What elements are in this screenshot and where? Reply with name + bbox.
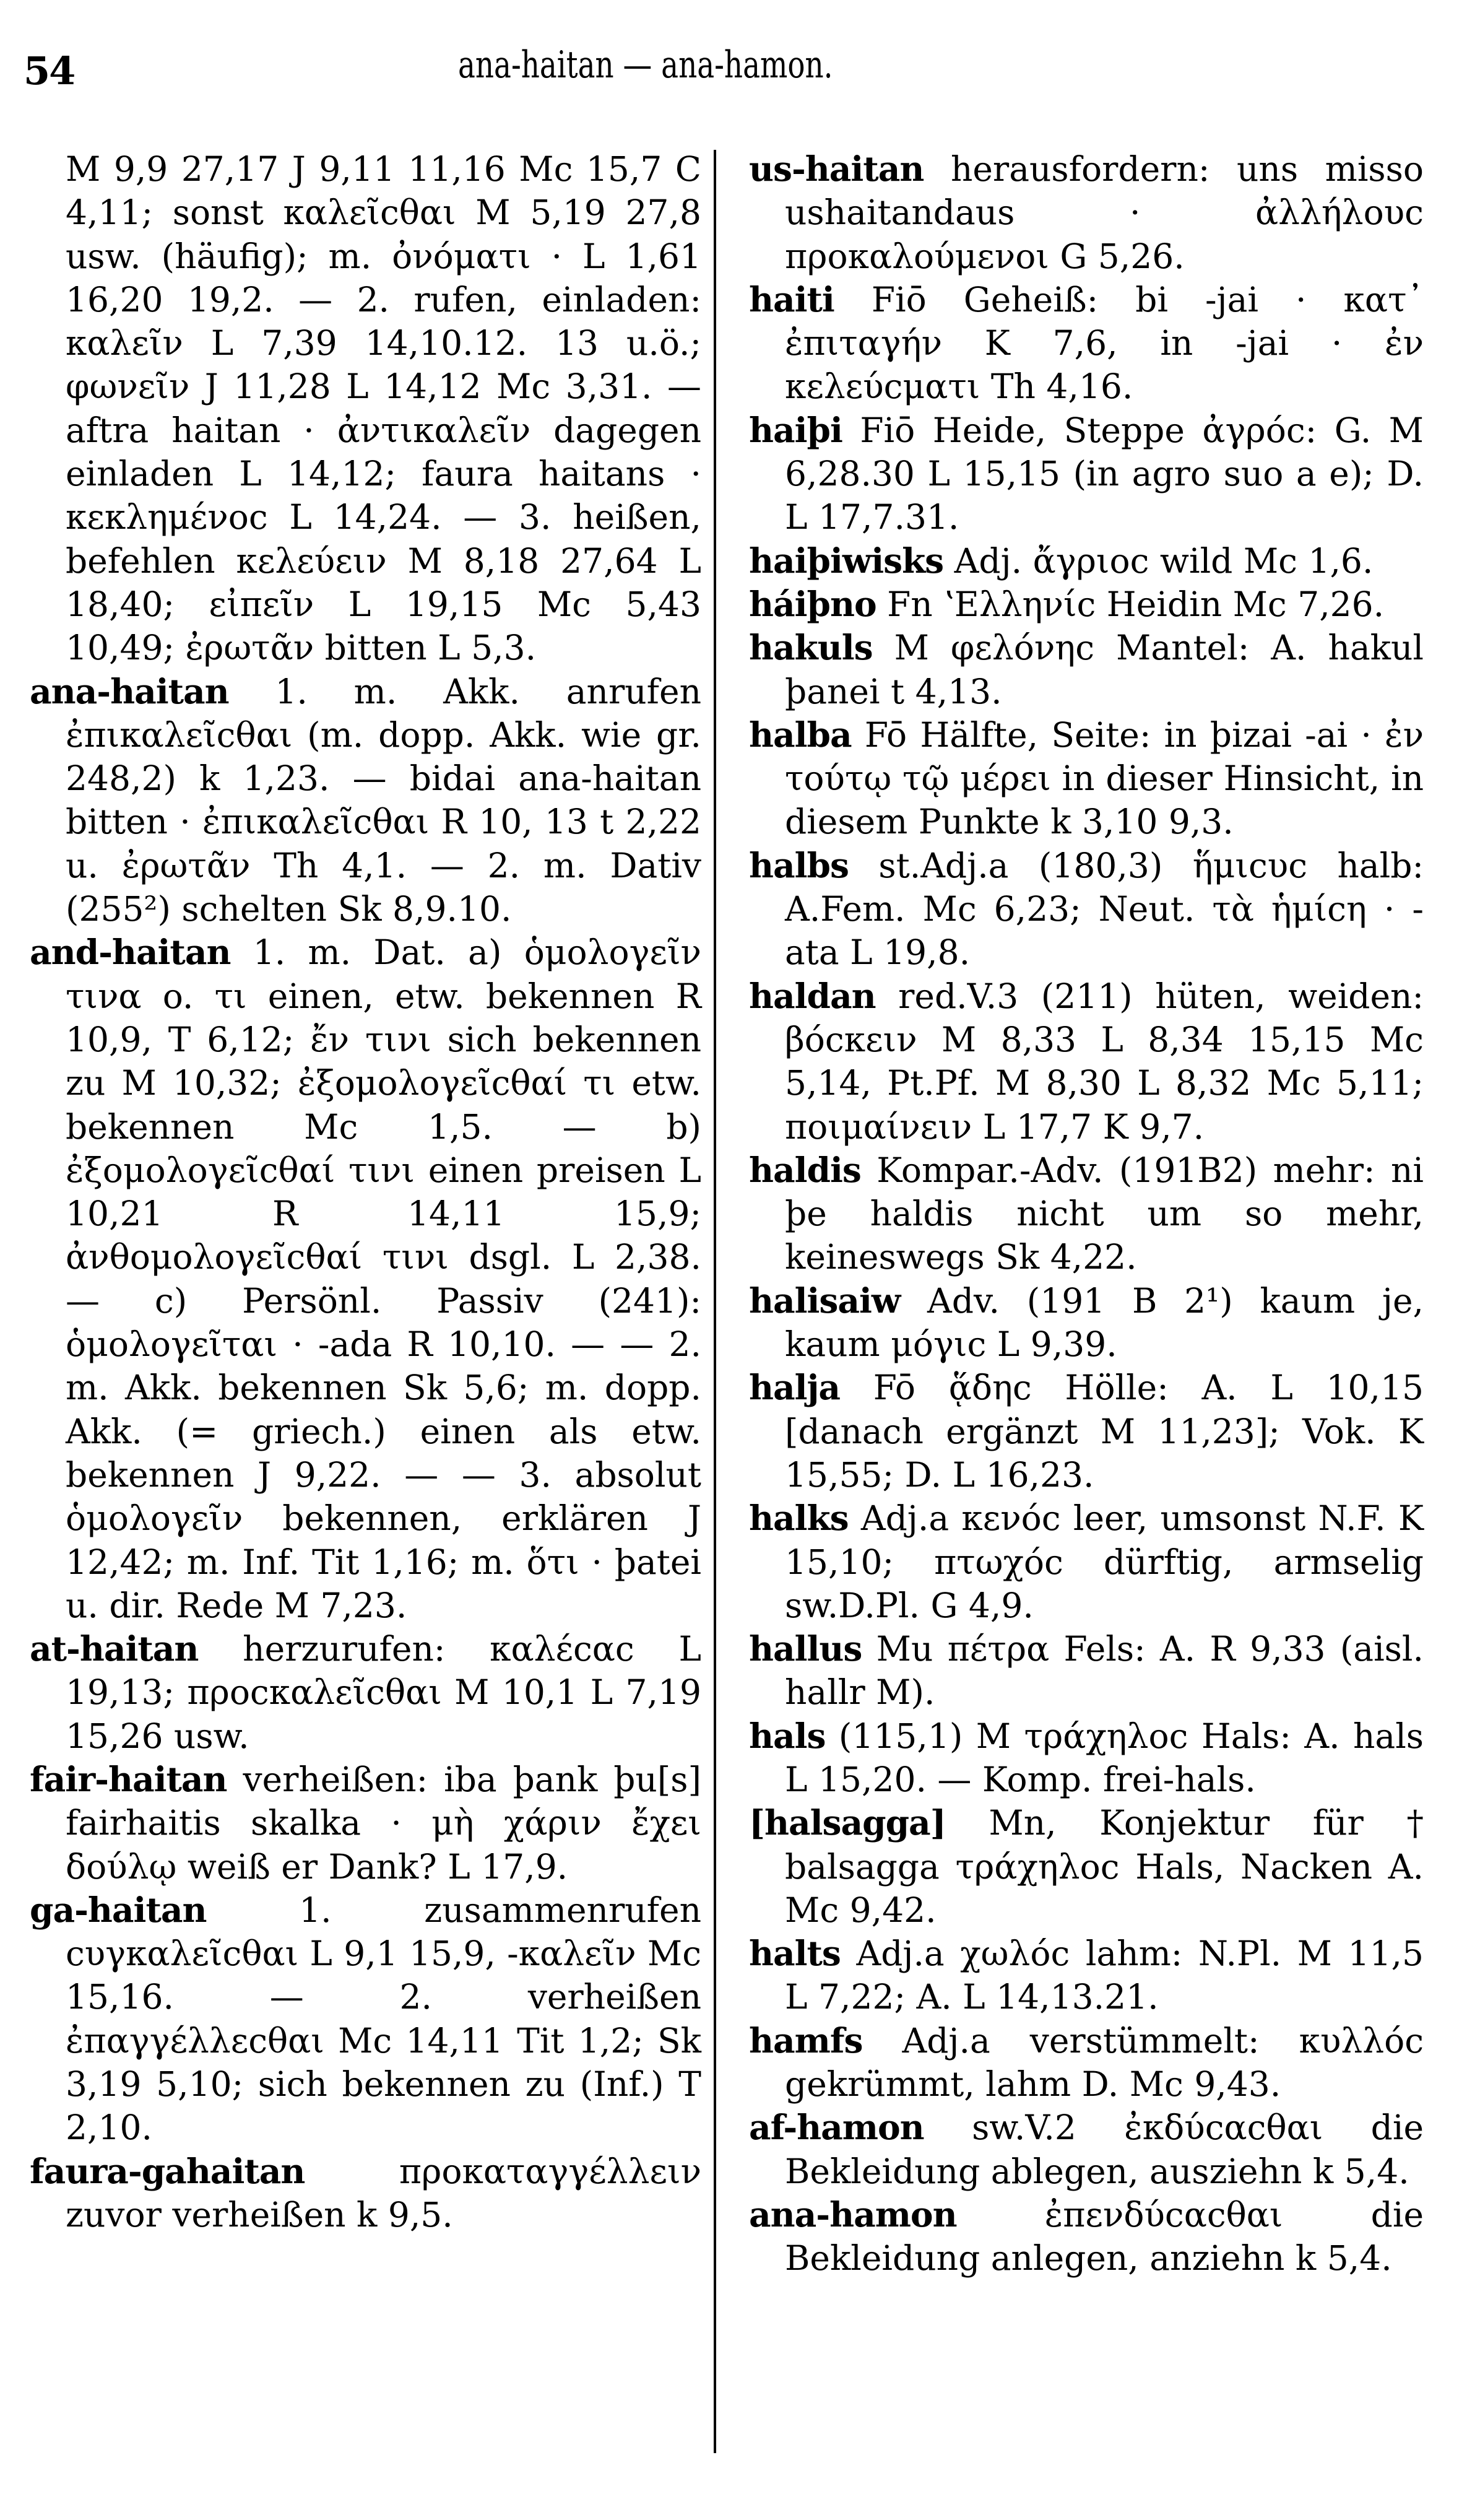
- entry-headword: fair-haitan: [30, 1758, 227, 1799]
- dictionary-entry-continuation: [30, 147, 701, 670]
- entry-headword: haldan: [749, 975, 876, 1016]
- entry-text: 1. m. Akk. anrufen ἐπικαλεῖcθαι (m. dopp. Akk. wie gr. 248,2) k 1,23. — bidai ana-haitan bitten · ἐπικαλεῖcθαι R 10, 13 t 2,22 u. ἐρωτᾶν Th 4,1. — 2. m. Dativ (255²) schelten Sk 8,9.10.: [66, 671, 701, 929]
- entry-text: st.Adj.a (180,3) ἥμιcυc halb: A.Fem. Mc 6,23; Neut. τὰ ἡμίcη · -ata L 19,8.: [785, 845, 1424, 973]
- dictionary-entry: [749, 1497, 1424, 1627]
- dictionary-entry: [30, 2150, 701, 2237]
- dictionary-entry: [749, 147, 1424, 278]
- entry-text: Fn ʽΕλληνίc Heidin Mc 7,26.: [887, 584, 1385, 624]
- entry-text: red.V.3 (211) hüten, weiden: βόcκειν M 8,33 L 8,34 15,15 Mc 5,14, Pt.Pf. M 8,30 L 8,32 Mc 5,11; ποιμαίνειν L 17,7 K 9,7.: [785, 976, 1424, 1147]
- entry-headword: and-haitan: [30, 932, 231, 973]
- entry-headword: halja: [749, 1367, 841, 1408]
- entry-text: (115,1) M τράχηλοc Hals: A. hals L 15,20. — Komp. frei-hals.: [785, 1716, 1424, 1799]
- dictionary-entry: [749, 1627, 1424, 1714]
- entry-headword: at-haitan: [30, 1628, 199, 1669]
- left-column: [30, 147, 701, 2236]
- entry-text: Kompar.-Adv. (191B2) mehr: ni þe haldis nicht um so mehr, keineswegs Sk 4,22.: [785, 1150, 1424, 1277]
- entry-headword: halbs: [749, 845, 849, 885]
- entry-text: Fiō Geheiß: bi -jai · κατ᾽ ἐπιταγήν K 7,6, in -jai · ἐν κελεύcματι Th 4,16.: [785, 279, 1424, 407]
- entry-headword: [halsagga]: [749, 1802, 946, 1843]
- entry-text: Adj.a κενόc leer, umsonst N.F. K 15,10; πτωχόc dürftig, armselig sw.D.Pl. G 4,9.: [785, 1498, 1424, 1625]
- dictionary-entry: [749, 1714, 1424, 1802]
- entry-text: Adj. ἄγριοc wild Mc 1,6.: [954, 541, 1374, 581]
- entry-text: Adj.a χωλόc lahm: N.Pl. M 11,5 L 7,22; A. L 14,13.21.: [785, 1934, 1424, 2017]
- entry-headword: háiþno: [749, 583, 876, 624]
- entry-text: 1. m. Dat. a) ὁμολογεῖν τινα o. τι einen, etw. bekennen R 10,9, T 6,12; ἔν τινι sich bekennen zu M 10,32; ἐξομολογεῖcθαί τι etw. bekennen Mc 1,5. — b) ἐξομολογεῖcθαί τινι einen preisen L 10,21 R 14,11 15,9; ἀνθομολογεῖcθαί τινι dsgl. L 2,38. — c) Persönl. Passiv (241): ὁμολογεῖται · -ada R 10,10. — — 2. m. Akk. bekennen Sk 5,6; m. dopp. Akk. (= griech.) einen als etw. bekennen J 9,22. — — 3. absolut ὁμολογεῖν bekennen, erklären J 12,42; m. Inf. Tit 1,16; m. ὅτι · þatei u. dir. Rede M 7,23.: [66, 932, 701, 1625]
- dictionary-entry: [749, 1801, 1424, 1932]
- dictionary-entry: [30, 1888, 701, 2150]
- entry-text: herausfordern: uns misso ushaitandaus · ἀλλήλουc προκαλούμενοι G 5,26.: [785, 149, 1424, 276]
- dictionary-entry: [749, 2193, 1424, 2280]
- dictionary-entry: [749, 844, 1424, 975]
- entry-text: Mu πέτρα Fels: A. R 9,33 (aisl. hallr M).: [785, 1629, 1424, 1713]
- dictionary-entry: [749, 2106, 1424, 2193]
- entry-text: sw.V.2 ἐκδύcαcθαι die Bekleidung ablegen, ausziehn k 5,4.: [785, 2108, 1424, 2191]
- dictionary-entry: [749, 1932, 1424, 2019]
- entry-text: verheißen: iba þank þu[s] fairhaitis skalka · μὴ χάριν ἔχει δούλῳ weiß er Dank? L 17,9.: [66, 1759, 701, 1887]
- entry-text: Fō ᾅδηc Hölle: A. L 10,15 [danach ergänzt M 11,23]; Vok. K 15,55; D. L 16,23.: [785, 1368, 1424, 1495]
- entry-text: Fō Hälfte, Seite: in þizai -ai · ἐν τούτῳ τῷ μέρει in dieser Hinsicht, in diesem Punkte k 3,10 9,3.: [785, 715, 1424, 842]
- entry-headword: haiþiwisks: [749, 540, 944, 581]
- right-column: [749, 147, 1424, 2280]
- entry-text: M 9,9 27,17 J 9,11 11,16 Mc 15,7 C 4,11; sonst καλεῖcθαι M 5,19 27,8 usw. (häufig); m. ὀνόματι · L 1,61 16,20 19,2. — 2. rufen, einladen: καλεῖν L 7,39 14,10.12. 13 u.ö.; φωνεῖν J 11,28 L 14,12 Mc 3,31. — aftra haitan · ἀντικαλεῖν dagegen einladen L 14,12; faura haitans · κεκλημένοc L 14,24. — 3. heißen, befehlen κελεύειν M 8,18 27,64 L 18,40; εἰπεῖν L 19,15 Mc 5,43 10,49; ἐρωτᾶν bitten L 5,3.: [66, 149, 701, 668]
- dictionary-entry: [30, 670, 701, 931]
- entry-text: Fiō Heide, Steppe ἀγρόc: G. M 6,28.30 L 15,15 (in agro suo a e); D. L 17,7.31.: [785, 410, 1424, 537]
- running-title: ana-haitan — ana-hamon.: [458, 43, 833, 87]
- entry-headword: ana-hamon: [749, 2194, 957, 2235]
- entry-text: ἐπενδύcαcθαι die Bekleidung anlegen, anziehn k 5,4.: [785, 2194, 1424, 2279]
- entry-headword: ga-haitan: [30, 1889, 207, 1930]
- entry-headword: haldis: [749, 1149, 861, 1190]
- entry-headword: halisaiw: [749, 1280, 901, 1321]
- entry-headword: hallus: [749, 1628, 862, 1669]
- entry-headword: halba: [749, 714, 852, 755]
- page-number: 54: [24, 48, 75, 93]
- entry-text: 1. zusammenrufen cυγκαλεῖcθαι L 9,1 15,9, -καλεῖν Mc 15,16. — 2. verheißen ἐπαγγέλλεcθαι Mc 14,11 Tit 1,2; Sk 3,19 5,10; sich bekennen zu (Inf.) T 2,10.: [66, 1890, 701, 2148]
- entry-headword: hakuls: [749, 627, 873, 668]
- dictionary-entry: [749, 713, 1424, 844]
- entry-headword: us-haitan: [749, 149, 924, 189]
- entry-headword: hals: [749, 1715, 826, 1756]
- dictionary-entry: [749, 626, 1424, 713]
- dictionary-entry: [749, 2019, 1424, 2106]
- dictionary-entry: [749, 1366, 1424, 1497]
- entry-headword: hamfs: [749, 2020, 863, 2061]
- entry-headword: ana-haitan: [30, 671, 229, 711]
- dictionary-entry: [749, 278, 1424, 409]
- entry-text: M φελόνηc Mantel: A. hakul þanei t 4,13.: [785, 628, 1424, 711]
- entry-text: προκαταγγέλλειν zuvor verheißen k 9,5.: [66, 2151, 701, 2235]
- dictionary-entry: [749, 1279, 1424, 1366]
- entry-text: herzurufen: καλέcαc L 19,13; προcκαλεῖcθαι M 10,1 L 7,19 15,26 usw.: [66, 1629, 701, 1756]
- dictionary-entry: [749, 1149, 1424, 1279]
- dictionary-entry: [749, 583, 1424, 626]
- entry-headword: haiþi: [749, 409, 842, 450]
- dictionary-entry: [30, 1758, 701, 1888]
- entry-headword: faura-gahaitan: [30, 2150, 305, 2191]
- dictionary-entry: [749, 409, 1424, 539]
- dictionary-entry: [749, 975, 1424, 1149]
- entry-headword: halts: [749, 1933, 841, 1974]
- entry-headword: af-hamon: [749, 2107, 924, 2148]
- dictionary-entry: [30, 931, 701, 1627]
- dictionary-entry: [749, 539, 1424, 583]
- entry-headword: halks: [749, 1498, 849, 1539]
- entry-headword: haiti: [749, 279, 834, 319]
- entry-text: Mn, Konjektur für † balsagga τράχηλοc Hals, Nacken A. Mc 9,42.: [785, 1803, 1424, 1930]
- column-divider: [714, 150, 716, 2453]
- entry-text: Adv. (191 B 2¹) kaum je, kaum μόγιc L 9,39.: [785, 1280, 1424, 1365]
- dictionary-entry: [30, 1627, 701, 1758]
- entry-text: Adj.a verstümmelt: κυλλόc gekrümmt, lahm D. Mc 9,43.: [785, 2020, 1424, 2105]
